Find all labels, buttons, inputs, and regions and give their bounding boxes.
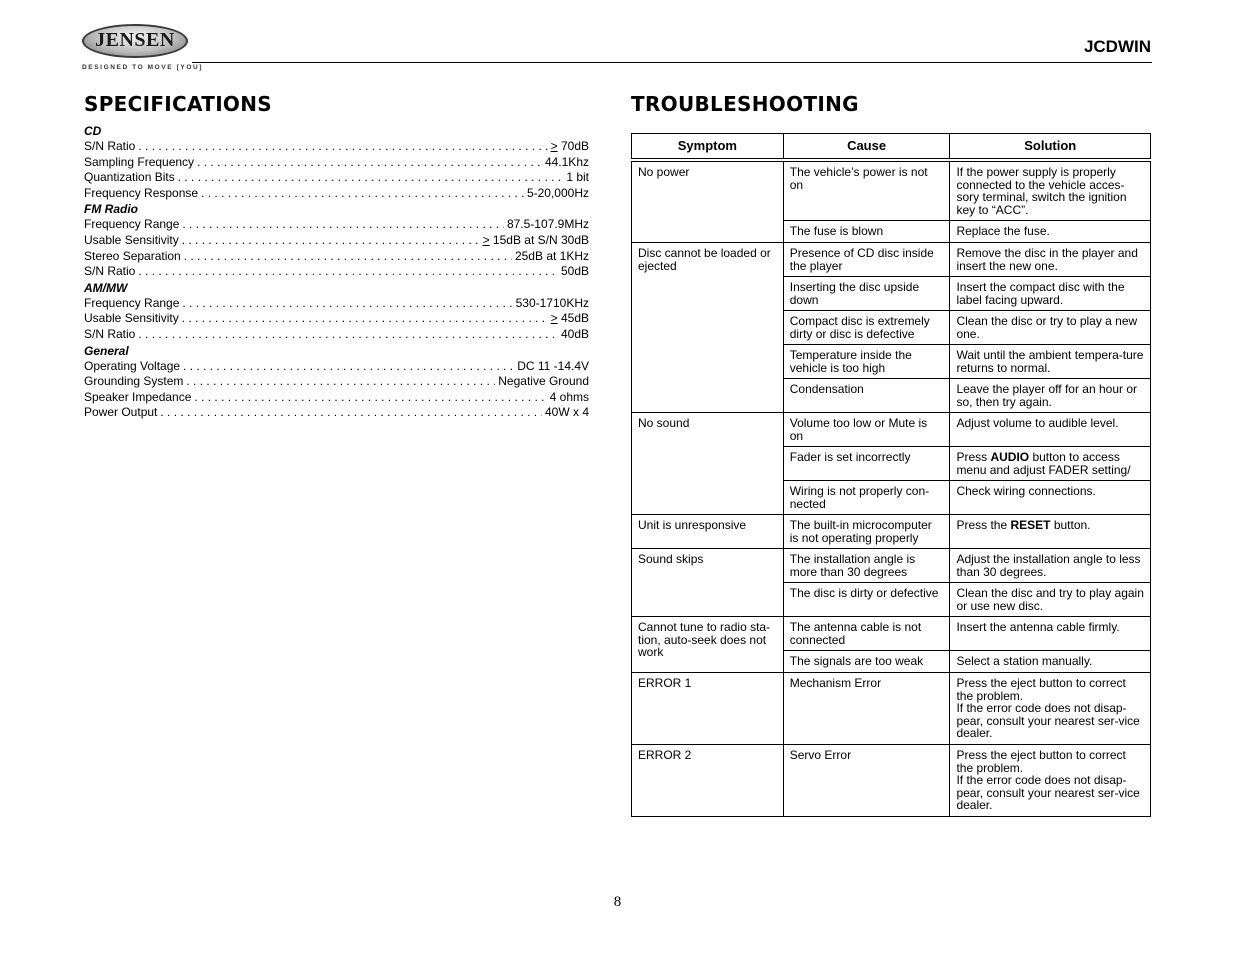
spec-value xyxy=(527,186,589,202)
cause-cell: Mechanism Error xyxy=(783,673,950,745)
leader-dots xyxy=(160,405,542,421)
spec-group-title: FM Radio xyxy=(84,202,138,217)
leader-dots xyxy=(183,359,514,375)
troubleshooting-title: TROUBLESHOOTING xyxy=(631,92,859,116)
spec-label: Frequency Range xyxy=(84,295,180,310)
cause-cell: Servo Error xyxy=(783,745,950,817)
leader-dots xyxy=(194,390,546,406)
spec-group-title: CD xyxy=(84,124,102,138)
cause-cell: Condensation xyxy=(783,379,950,413)
spec-value xyxy=(483,233,589,249)
solution-cell: Leave the player off for an hour or so, then try again. xyxy=(950,379,1151,413)
spec-value-text: 15dB at S/N 30dB xyxy=(489,232,589,247)
header-solution: Solution xyxy=(950,134,1151,161)
table-row xyxy=(632,515,1151,549)
symptom-cell: Unit is unresponsive xyxy=(632,515,784,549)
solution-cell: Adjust the installation angle to less than 30 degrees. xyxy=(950,549,1151,583)
cause-cell: Temperature inside the vehicle is too high xyxy=(783,345,950,379)
spec-row xyxy=(84,374,589,390)
spec-row xyxy=(84,249,589,265)
symptom-cell: No sound xyxy=(632,413,784,515)
leader-dots xyxy=(197,155,542,171)
leader-dots xyxy=(184,249,512,265)
spec-label: Grounding System xyxy=(84,374,184,389)
symptom-cell: Sound skips xyxy=(632,549,784,617)
spec-row xyxy=(84,155,589,171)
solution-cell: Press the eject button to correct the problem. If the error code does not disap-pear, consult your nearest ser-vice dealer. xyxy=(950,673,1151,745)
spec-value-text: Negative Ground xyxy=(498,374,589,389)
spec-value-text: 5-20,000Hz xyxy=(526,185,589,200)
spec-value-text: 87.5-107.9MHz xyxy=(506,217,589,232)
spec-value xyxy=(551,139,589,155)
spec-value xyxy=(551,311,589,327)
leader-dots xyxy=(182,311,548,327)
spec-label: Usable Sensitivity xyxy=(84,232,179,247)
cause-cell: Compact disc is extremely dirty or disc is defective xyxy=(783,311,950,345)
cause-cell: Inserting the disc upside down xyxy=(783,277,950,311)
spec-value xyxy=(515,249,589,265)
spec-value xyxy=(517,359,589,375)
leader-dots xyxy=(186,374,495,390)
solution-cell xyxy=(950,515,1151,549)
spec-row xyxy=(84,311,589,327)
cause-cell: The built-in microcomputer is not operating properly xyxy=(783,515,950,549)
solution-cell: Wait until the ambient tempera-ture returns to normal. xyxy=(950,345,1151,379)
logo-brand-text: JENSEN xyxy=(95,29,175,51)
symptom-cell: Disc cannot be loaded or ejected xyxy=(632,243,784,413)
solution-cell: Check wiring connections. xyxy=(950,481,1151,515)
spec-value-prefix: > xyxy=(550,139,558,153)
solution-cell: Adjust volume to audible level. xyxy=(950,413,1151,447)
table-header-row xyxy=(632,134,1151,161)
spec-row xyxy=(84,405,589,421)
specifications-list xyxy=(84,123,589,421)
spec-label: S/N Ratio xyxy=(84,326,136,341)
header-symptom: Symptom xyxy=(632,134,784,161)
spec-row xyxy=(84,390,589,406)
spec-label: Power Output xyxy=(84,405,158,420)
spec-row xyxy=(84,139,589,155)
spec-row xyxy=(84,359,589,375)
table-row xyxy=(632,617,1151,651)
spec-label: S/N Ratio xyxy=(84,264,136,279)
solution-bold-text: AUDIO xyxy=(990,450,1030,464)
solution-cell: Insert the antenna cable firmly. xyxy=(950,617,1151,651)
cause-cell: Fader is set incorrectly xyxy=(783,447,950,481)
solution-cell: Select a station manually. xyxy=(950,651,1151,673)
solution-text: Press the xyxy=(956,518,1011,532)
spec-label: Frequency Range xyxy=(84,217,180,232)
spec-row xyxy=(84,264,589,280)
solution-cell: Replace the fuse. xyxy=(950,221,1151,243)
spec-group-title: AM/MW xyxy=(84,280,128,295)
leader-dots xyxy=(138,139,547,155)
spec-value-text: 530-1710KHz xyxy=(515,295,589,310)
solution-bold-text: RESET xyxy=(1010,518,1051,532)
spec-label: Frequency Response xyxy=(84,185,199,200)
solution-cell: Insert the compact disc with the label facing upward. xyxy=(950,277,1151,311)
cause-cell: The antenna cable is not connected xyxy=(783,617,950,651)
spec-value-text: 40W x 4 xyxy=(544,405,589,420)
header-cause: Cause xyxy=(783,134,950,161)
cause-cell: The installation angle is more than 30 degrees xyxy=(783,549,950,583)
logo-tagline: DESIGNED TO MOVE [YOU] xyxy=(82,64,204,71)
solution-text: Press xyxy=(956,450,991,464)
spec-value-text: 40dB xyxy=(560,326,589,341)
leader-dots xyxy=(178,170,564,186)
table-row xyxy=(632,745,1151,817)
spec-value xyxy=(507,217,589,233)
spec-label: Speaker Impedance xyxy=(84,389,192,404)
spec-row xyxy=(84,233,589,249)
spec-label: S/N Ratio xyxy=(84,139,136,153)
spec-group-title: General xyxy=(84,343,129,358)
solution-cell: Clean the disc or try to play a new one. xyxy=(950,311,1151,345)
cause-cell: Wiring is not properly con-nected xyxy=(783,481,950,515)
specifications-title: SPECIFICATIONS xyxy=(84,92,272,116)
table-row xyxy=(632,549,1151,583)
spec-value-text: 4 ohms xyxy=(549,389,589,404)
leader-dots xyxy=(182,233,480,249)
spec-value xyxy=(545,405,589,421)
leader-dots xyxy=(138,264,558,280)
solution-text: button to access menu and adjust FADER setting/ xyxy=(956,450,1131,477)
table-row xyxy=(632,413,1151,447)
spec-value xyxy=(550,390,589,406)
spec-row xyxy=(84,296,589,312)
table-row xyxy=(632,243,1151,277)
cause-cell: The signals are too weak xyxy=(783,651,950,673)
symptom-cell: ERROR 2 xyxy=(632,745,784,817)
spec-value-text: 45dB xyxy=(557,311,589,326)
cause-cell: The vehicle’s power is not on xyxy=(783,160,950,221)
spec-value-text: 70dB xyxy=(557,139,589,153)
spec-value xyxy=(498,374,589,390)
spec-row xyxy=(84,170,589,186)
spec-value-prefix: > xyxy=(482,232,490,247)
model-name: JCDWIN xyxy=(1083,37,1151,56)
spec-value xyxy=(561,264,589,280)
solution-cell: Remove the disc in the player and insert the new one. xyxy=(950,243,1151,277)
solution-cell: Press the eject button to correct the problem. If the error code does not disap-pear, consult your nearest ser-vice dealer. xyxy=(950,745,1151,817)
table-row xyxy=(632,160,1151,221)
symptom-cell: ERROR 1 xyxy=(632,673,784,745)
leader-dots xyxy=(182,217,504,233)
spec-value xyxy=(561,327,589,343)
spec-value xyxy=(545,155,589,171)
spec-value-text: 1 bit xyxy=(566,170,589,185)
page-number: 8 xyxy=(613,894,622,910)
symptom-cell: Cannot tune to radio sta-tion, auto-seek does not work xyxy=(632,617,784,673)
solution-cell: If the power supply is properly connected to the vehicle acces-sory terminal, switch the ignition key to “ACC”. xyxy=(950,160,1151,221)
symptom-cell: No power xyxy=(632,160,784,243)
spec-label: Stereo Separation xyxy=(84,248,181,263)
cause-cell: Volume too low or Mute is on xyxy=(783,413,950,447)
leader-dots xyxy=(138,327,558,343)
solution-cell xyxy=(950,447,1151,481)
spec-row xyxy=(84,327,589,343)
table-row xyxy=(632,673,1151,745)
troubleshooting-table xyxy=(631,133,1151,817)
jensen-logo xyxy=(82,24,204,76)
spec-row xyxy=(84,186,589,202)
cause-cell: The fuse is blown xyxy=(783,221,950,243)
spec-value-text: DC 11 -14.4V xyxy=(517,358,589,373)
spec-label: Operating Voltage xyxy=(84,358,181,373)
spec-value-text: 44.1Khz xyxy=(544,154,589,169)
spec-label: Quantization Bits xyxy=(84,170,175,185)
header-rule xyxy=(192,62,1152,63)
cause-cell: Presence of CD disc inside the player xyxy=(783,243,950,277)
spec-value-text: 50dB xyxy=(560,264,589,279)
solution-cell: Clean the disc and try to play again or use new disc. xyxy=(950,583,1151,617)
spec-value-prefix: > xyxy=(550,311,558,326)
solution-text: button. xyxy=(1050,518,1091,532)
cause-cell: The disc is dirty or defective xyxy=(783,583,950,617)
spec-label: Sampling Frequency xyxy=(84,154,195,169)
leader-dots xyxy=(201,186,524,202)
spec-value xyxy=(516,296,589,312)
leader-dots xyxy=(182,296,512,312)
spec-label: Usable Sensitivity xyxy=(84,311,179,326)
spec-value-text: 25dB at 1KHz xyxy=(514,248,589,263)
spec-row xyxy=(84,217,589,233)
spec-value xyxy=(566,170,589,186)
